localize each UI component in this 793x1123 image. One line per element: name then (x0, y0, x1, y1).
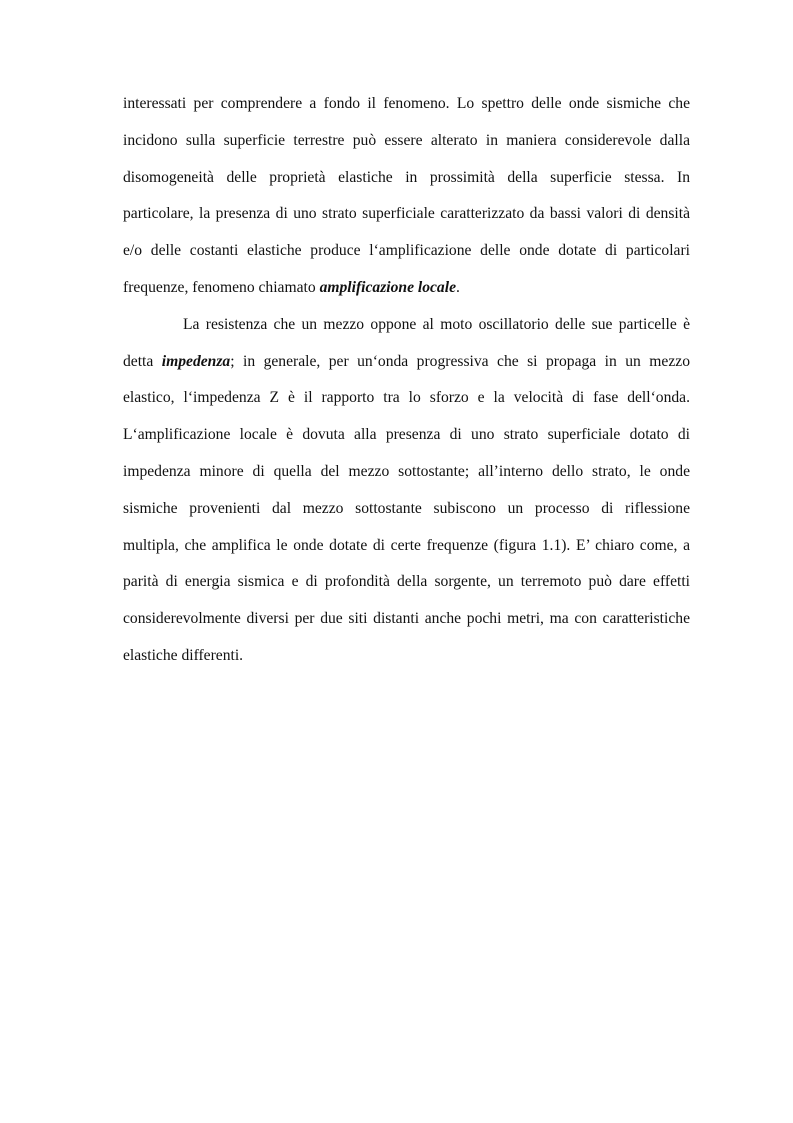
text-line: impedenza minore di quella del mezzo sottostante; all’interno dello strato, le onde (123, 462, 690, 480)
paragraph-2 (123, 307, 690, 675)
emphasized-term-amplificazione-locale: amplificazione locale (319, 278, 456, 296)
text-line: considerevolmente diversi per due siti distanti anche pochi metri, ma con caratteristiche (123, 610, 690, 628)
text-line: multipla, che amplifica le onde dotate di certe frequenze (figura 1.1). E’ chiaro come, a (123, 536, 690, 554)
text-line: elastiche differenti. (123, 646, 244, 664)
text-line: sismiche provenienti dal mezzo sottostante subiscono un processo di riflessione (123, 499, 690, 517)
text-line: parità di energia sismica e di profondità della sorgente, un terremoto può dare effetti (123, 573, 690, 591)
text-line: disomogeneità delle proprietà elastiche in prossimità della superficie stessa. In (123, 168, 690, 186)
text-line: La resistenza che un mezzo oppone al moto oscillatorio delle sue particelle è (183, 315, 690, 333)
text-line: e/o delle costanti elastiche produce l‘amplificazione delle onde dotate di particolari (123, 242, 690, 260)
emphasized-term-impedenza: impedenza (161, 352, 231, 370)
paragraph-1 (123, 86, 690, 307)
text-line: frequenze, fenomeno chiamato amplificazione locale. (123, 278, 460, 296)
text-line: incidono sulla superficie terrestre può essere alterato in maniera considerevole dalla (123, 131, 690, 149)
text-line: elastico, l‘impedenza Z è il rapporto tra lo sforzo e la velocità di fase dell‘onda. (123, 389, 690, 407)
text-line: interessati per comprendere a fondo il fenomeno. Lo spettro delle onde sismiche che (123, 95, 690, 112)
text-line: L‘amplificazione locale è dovuta alla presenza di uno strato superficiale dotato di (123, 426, 690, 444)
body-text (123, 86, 690, 675)
text-line: detta impedenza; in generale, per un‘onda progressiva che si propaga in un mezzo (123, 352, 690, 370)
text-line: particolare, la presenza di uno strato superficiale caratterizzato da bassi valori di densità (123, 205, 690, 223)
